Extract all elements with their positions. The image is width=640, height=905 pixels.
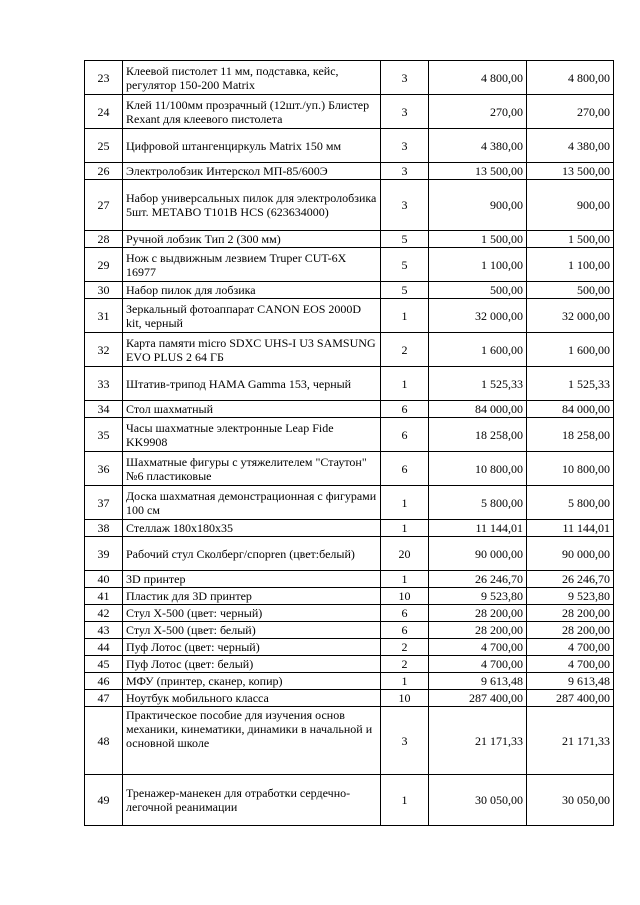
item-sum: 900,00 [527, 180, 614, 231]
item-price: 1 525,33 [429, 367, 527, 401]
item-name: Рабочий стул Сколберг/спорren (цвет:белый) [123, 537, 381, 571]
item-sum: 287 400,00 [527, 690, 614, 707]
item-name: Пуф Лотос (цвет: белый) [123, 656, 381, 673]
table-row [85, 95, 614, 129]
item-sum: 4 700,00 [527, 639, 614, 656]
item-sum: 18 258,00 [527, 418, 614, 452]
item-sum: 32 000,00 [527, 299, 614, 333]
row-number: 28 [85, 231, 123, 248]
item-sum: 28 200,00 [527, 622, 614, 639]
table-row [85, 673, 614, 690]
table-row [85, 639, 614, 656]
item-name: Доска шахматная демонстрационная с фигурами 100 см [123, 486, 381, 520]
table-row [85, 61, 614, 95]
row-number: 35 [85, 418, 123, 452]
table-row [85, 588, 614, 605]
row-number: 31 [85, 299, 123, 333]
item-quantity: 3 [381, 129, 429, 163]
row-number: 39 [85, 537, 123, 571]
item-price: 90 000,00 [429, 537, 527, 571]
table-row [85, 367, 614, 401]
item-quantity: 10 [381, 690, 429, 707]
item-quantity: 6 [381, 622, 429, 639]
item-name: Клеевой пистолет 11 мм, подставка, кейс, регулятор 150-200 Matrix [123, 61, 381, 95]
table-row [85, 622, 614, 639]
row-number: 44 [85, 639, 123, 656]
item-quantity: 1 [381, 520, 429, 537]
row-number: 49 [85, 775, 123, 826]
table-row [85, 333, 614, 367]
item-quantity: 1 [381, 486, 429, 520]
item-name: Ноутбук мобильного класса [123, 690, 381, 707]
item-sum: 1 525,33 [527, 367, 614, 401]
item-quantity: 3 [381, 163, 429, 180]
item-price: 32 000,00 [429, 299, 527, 333]
item-name: Шахматные фигуры с утяжелителем "Стаутон" №6 пластиковые [123, 452, 381, 486]
item-name: Тренажер-манекен для отработки сердечно-легочной реанимации [123, 775, 381, 826]
item-price: 84 000,00 [429, 401, 527, 418]
item-quantity: 10 [381, 588, 429, 605]
item-quantity: 1 [381, 299, 429, 333]
item-name: Стеллаж 180х180х35 [123, 520, 381, 537]
item-name: Штатив-трипод HAMA Gamma 153, черный [123, 367, 381, 401]
item-sum: 4 380,00 [527, 129, 614, 163]
row-number: 33 [85, 367, 123, 401]
item-sum: 26 246,70 [527, 571, 614, 588]
item-quantity: 6 [381, 418, 429, 452]
item-name: Стул Х-500 (цвет: белый) [123, 622, 381, 639]
item-quantity: 5 [381, 282, 429, 299]
item-name: Стол шахматный [123, 401, 381, 418]
item-name: Зеркальный фотоаппарат CANON EOS 2000D kit, черный [123, 299, 381, 333]
table-row [85, 129, 614, 163]
item-quantity: 6 [381, 401, 429, 418]
item-price: 28 200,00 [429, 605, 527, 622]
item-price: 30 050,00 [429, 775, 527, 826]
row-number: 48 [85, 707, 123, 775]
row-number: 42 [85, 605, 123, 622]
item-name: Набор пилок для лобзика [123, 282, 381, 299]
table-row [85, 418, 614, 452]
item-name: МФУ (принтер, сканер, копир) [123, 673, 381, 690]
item-price: 1 600,00 [429, 333, 527, 367]
item-sum: 5 800,00 [527, 486, 614, 520]
table-row [85, 401, 614, 418]
table-row [85, 605, 614, 622]
item-sum: 4 800,00 [527, 61, 614, 95]
item-sum: 4 700,00 [527, 656, 614, 673]
row-number: 36 [85, 452, 123, 486]
item-price: 270,00 [429, 95, 527, 129]
item-name: Карта памяти micro SDXC UHS-I U3 SAMSUNG EVO PLUS 2 64 ГБ [123, 333, 381, 367]
row-number: 45 [85, 656, 123, 673]
item-name: 3D принтер [123, 571, 381, 588]
table-row [85, 486, 614, 520]
row-number: 34 [85, 401, 123, 418]
item-name: Электролобзик Интерскол МП-85/600Э [123, 163, 381, 180]
item-price: 900,00 [429, 180, 527, 231]
item-sum: 10 800,00 [527, 452, 614, 486]
item-quantity: 2 [381, 639, 429, 656]
item-quantity: 20 [381, 537, 429, 571]
item-sum: 28 200,00 [527, 605, 614, 622]
item-sum: 11 144,01 [527, 520, 614, 537]
item-name: Ручной лобзик Тип 2 (300 мм) [123, 231, 381, 248]
row-number: 46 [85, 673, 123, 690]
item-quantity: 3 [381, 61, 429, 95]
item-sum: 30 050,00 [527, 775, 614, 826]
item-sum: 84 000,00 [527, 401, 614, 418]
row-number: 43 [85, 622, 123, 639]
table-row [85, 775, 614, 826]
item-price: 287 400,00 [429, 690, 527, 707]
item-price: 13 500,00 [429, 163, 527, 180]
item-name: Пластик для 3D принтер [123, 588, 381, 605]
item-quantity: 1 [381, 775, 429, 826]
row-number: 47 [85, 690, 123, 707]
item-name: Цифровой штангенциркуль Matrix 150 мм [123, 129, 381, 163]
item-quantity: 3 [381, 707, 429, 775]
item-price: 11 144,01 [429, 520, 527, 537]
row-number: 37 [85, 486, 123, 520]
item-sum: 9 613,48 [527, 673, 614, 690]
item-price: 4 700,00 [429, 656, 527, 673]
item-price: 10 800,00 [429, 452, 527, 486]
item-price: 5 800,00 [429, 486, 527, 520]
item-name: Практическое пособие для изучения основ механики, кинематики, динамики в начальной и основной школе [123, 707, 381, 775]
table-row [85, 452, 614, 486]
item-price: 28 200,00 [429, 622, 527, 639]
item-quantity: 6 [381, 452, 429, 486]
item-price: 1 500,00 [429, 231, 527, 248]
row-number: 40 [85, 571, 123, 588]
table-row [85, 282, 614, 299]
item-quantity: 5 [381, 248, 429, 282]
row-number: 25 [85, 129, 123, 163]
item-price: 4 800,00 [429, 61, 527, 95]
item-sum: 21 171,33 [527, 707, 614, 775]
item-sum: 500,00 [527, 282, 614, 299]
item-quantity: 2 [381, 333, 429, 367]
item-price: 4 380,00 [429, 129, 527, 163]
item-quantity: 6 [381, 605, 429, 622]
item-sum: 1 600,00 [527, 333, 614, 367]
table-row [85, 656, 614, 673]
table-row [85, 520, 614, 537]
item-name: Нож с выдвижным лезвием Truper CUT-6X 16977 [123, 248, 381, 282]
item-quantity: 3 [381, 180, 429, 231]
table-row [85, 180, 614, 231]
item-name: Клей 11/100мм прозрачный (12шт./уп.) Блистер Rexant для клеевого пистолета [123, 95, 381, 129]
item-name: Стул Х-500 (цвет: черный) [123, 605, 381, 622]
item-name: Часы шахматные электронные Leap Fide KK9908 [123, 418, 381, 452]
item-price: 1 100,00 [429, 248, 527, 282]
table-row [85, 537, 614, 571]
items-table-body [85, 61, 614, 826]
item-price: 26 246,70 [429, 571, 527, 588]
item-sum: 1 100,00 [527, 248, 614, 282]
item-quantity: 1 [381, 673, 429, 690]
table-row [85, 163, 614, 180]
table-row [85, 231, 614, 248]
row-number: 23 [85, 61, 123, 95]
item-name: Набор универсальных пилок для электролобзика 5шт. METABO T101B HCS (623634000) [123, 180, 381, 231]
item-quantity: 2 [381, 656, 429, 673]
item-sum: 90 000,00 [527, 537, 614, 571]
row-number: 32 [85, 333, 123, 367]
item-price: 21 171,33 [429, 707, 527, 775]
item-price: 500,00 [429, 282, 527, 299]
items-table [84, 60, 614, 826]
row-number: 30 [85, 282, 123, 299]
item-price: 9 613,48 [429, 673, 527, 690]
row-number: 38 [85, 520, 123, 537]
row-number: 26 [85, 163, 123, 180]
table-row [85, 571, 614, 588]
item-sum: 13 500,00 [527, 163, 614, 180]
table-row [85, 707, 614, 775]
item-sum: 9 523,80 [527, 588, 614, 605]
item-quantity: 5 [381, 231, 429, 248]
item-quantity: 3 [381, 95, 429, 129]
item-sum: 270,00 [527, 95, 614, 129]
item-quantity: 1 [381, 367, 429, 401]
item-quantity: 1 [381, 571, 429, 588]
row-number: 29 [85, 248, 123, 282]
item-price: 9 523,80 [429, 588, 527, 605]
item-price: 18 258,00 [429, 418, 527, 452]
table-row [85, 299, 614, 333]
item-price: 4 700,00 [429, 639, 527, 656]
item-sum: 1 500,00 [527, 231, 614, 248]
row-number: 27 [85, 180, 123, 231]
row-number: 41 [85, 588, 123, 605]
item-name: Пуф Лотос (цвет: черный) [123, 639, 381, 656]
table-row [85, 248, 614, 282]
table-row [85, 690, 614, 707]
row-number: 24 [85, 95, 123, 129]
